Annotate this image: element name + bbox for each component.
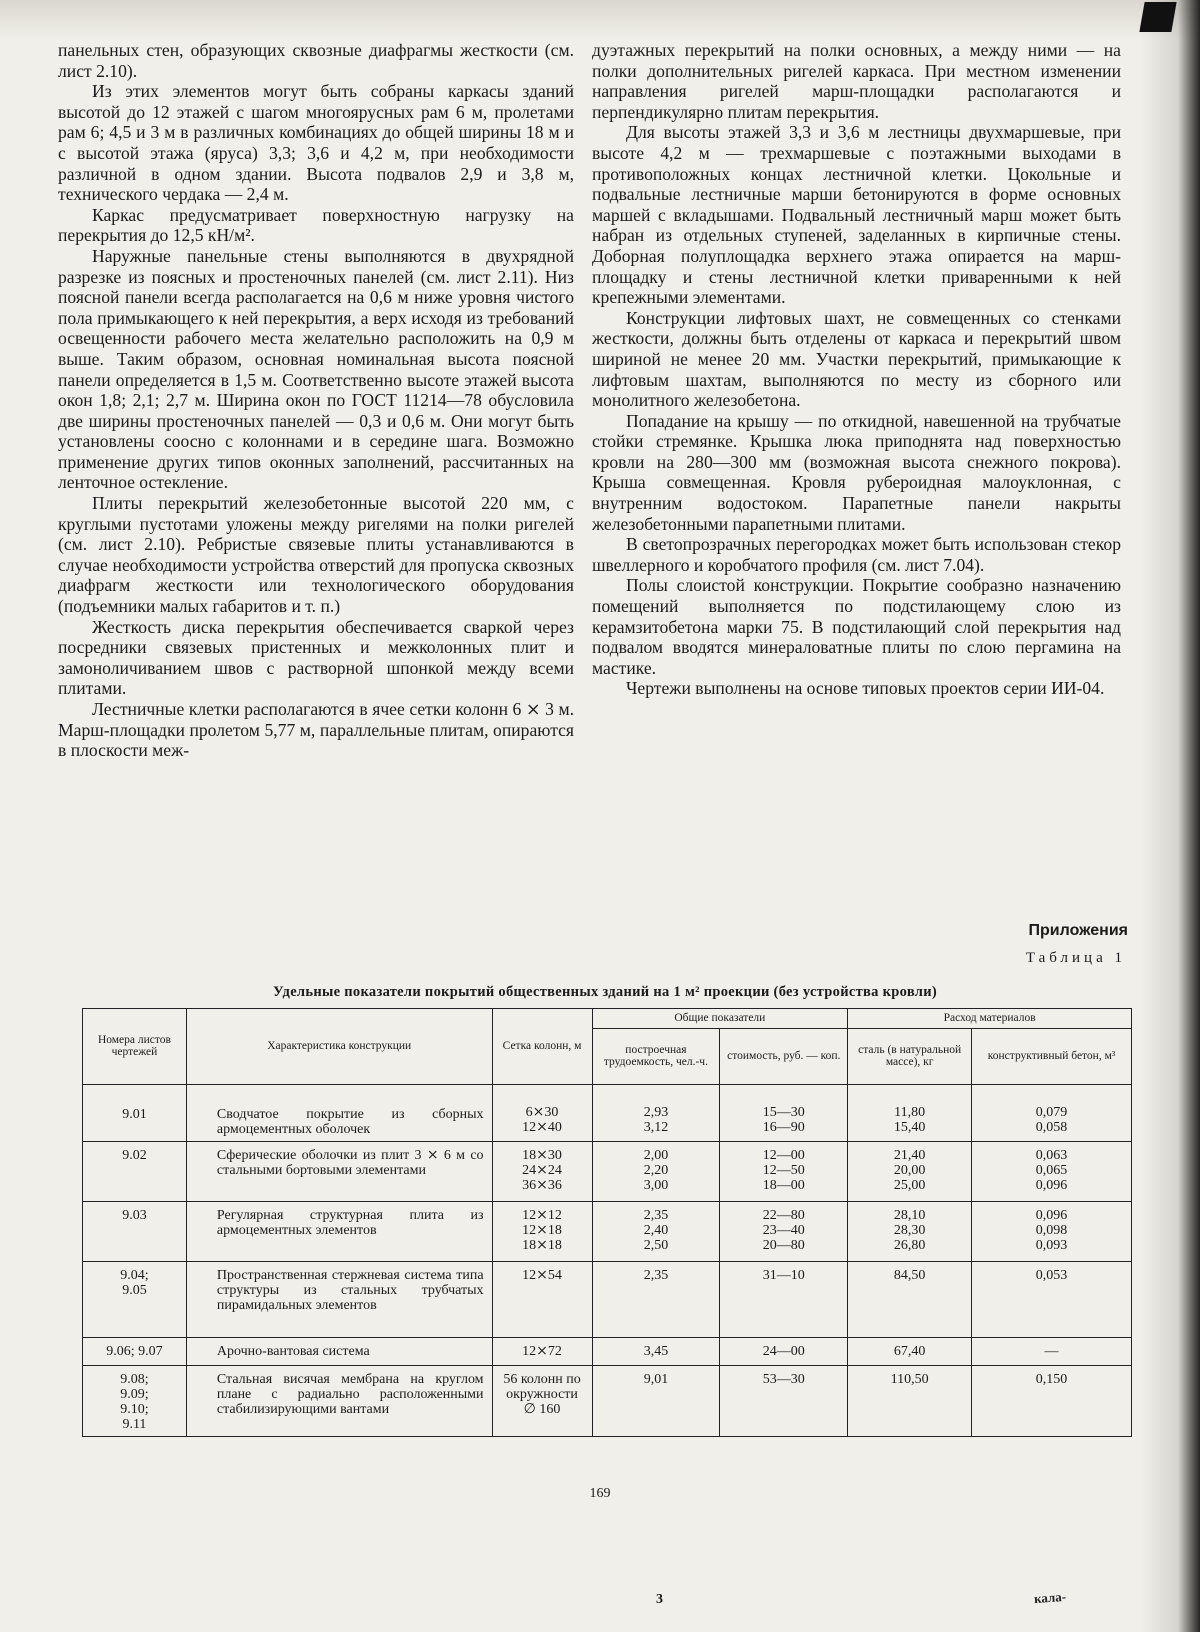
cell-cost: 31—10 — [720, 1261, 848, 1337]
cell-desc: Пространственная стержневая система типа структуры из стальных трубчатых пирамидальных элементов — [186, 1261, 492, 1337]
paragraph: Попадание на крышу — по откидной, навешенной на трубчатые стойки стремянке. Крышка люка приподнята над поверхностью кровли на 280—300 мм (возможная высота снежного покрова). Крыша совмещенная. Кровля рубероидная малоуклонная, с внутренним водостоком. Парапетные панели накрыты железобетонными парапетными плитами. — [592, 410, 1121, 534]
cell-sheet: 9.03 — [83, 1201, 187, 1261]
table-row — [83, 1141, 1132, 1201]
cell-grid: 56 колонн по окружности ∅ 160 — [492, 1365, 592, 1436]
right-text-column — [592, 40, 1121, 699]
cell-labor: 2,93 3,12 — [592, 1084, 720, 1141]
header-concrete: конструктивный бетон, м³ — [972, 1028, 1132, 1084]
cell-grid: 12⨯12 12⨯18 18⨯18 — [492, 1201, 592, 1261]
cell-steel: 67,40 — [848, 1337, 972, 1365]
next-page-edge-text: кала- — [1033, 1588, 1067, 1607]
left-text-column — [58, 40, 574, 761]
paragraph: Плиты перекрытий железобетонные высотой 220 мм, с круглыми пустотами уложены между ригелями на полки ригелей (см. лист 2.10). Ребристые связевые плиты устанавливаются в случае необходимости устройства отверстий для пропуска сквозных диафрагм жесткости или технологического оборудования (подъемники малых габаритов и т. п.) — [58, 493, 574, 617]
cell-steel: 21,40 20,00 25,00 — [848, 1141, 972, 1201]
page-number: 169 — [589, 1486, 611, 1501]
signature-mark: 3 — [656, 1592, 663, 1607]
header-labor: построечная трудоемкость, чел.-ч. — [592, 1028, 720, 1084]
cell-sheet: 9.06; 9.07 — [83, 1337, 187, 1365]
paragraph: Для высоты этажей 3,3 и 3,6 м лестницы двухмаршевые, при высоте 4,2 м — трехмаршевые с поэтажными выходами в противоположных концах лестничной клетки. Цокольные и подвальные лестничные марши бетонируются в форме основных маршей с вкладышами. Подвальный лестничный марш может быть набран из отдельных ступеней, заделанных в кирпичные стены. Доборная полуплощадка верхнего этажа опирается на марш-площадку и стены лестничной клетки приваренными к ней крепежными элементами. — [592, 122, 1121, 308]
page-top-shadow — [0, 0, 1200, 40]
paragraph: Каркас предусматривает поверхностную нагрузку на перекрытия до 12,5 кН/м². — [58, 204, 574, 246]
cell-concrete: 0,150 — [972, 1365, 1132, 1436]
paragraph: Из этих элементов могут быть собраны каркасы зданий высотой до 12 этажей с шагом многоярусных рам 6 м, пролетами рам 6; 4,5 и 3 м в различных комбинациях до общей ширины 18 м и с высотой этажа (яруса) 3,3; 3,6 и 4,2 м, при необходимости различной в одном здании. Высота подвалов 2,9 и 3,8 м, технического чердака — 2,4 м. — [58, 81, 574, 205]
table-row — [83, 1365, 1132, 1436]
cell-concrete: 0,096 0,098 0,093 — [972, 1201, 1132, 1261]
cell-desc: Регулярная структурная плита из армоцементных элементов — [186, 1201, 492, 1261]
table-row — [83, 1201, 1132, 1261]
header-steel: сталь (в натуральной массе), кг — [848, 1028, 972, 1084]
cell-labor: 2,35 2,40 2,50 — [592, 1201, 720, 1261]
cell-sheet: 9.04; 9.05 — [83, 1261, 187, 1337]
paragraph: Полы слоистой конструкции. Покрытие сообразно назначению помещений выполняется по подстилающему слою из керамзитобетона марки 75. В подстилающий слой перекрытия над подвалом вводятся минераловатные плиты по слою пергамина на мастике. — [592, 575, 1121, 678]
cell-concrete: 0,079 0,058 — [972, 1084, 1132, 1141]
paragraph: дуэтажных перекрытий на полки основных, а между ними — на полки дополнительных ригелей каркаса. При местном изменении направления ригелей марш-площадки располагаются и перпендикулярно плитам перекрытия. — [592, 40, 1121, 122]
table-row — [83, 1261, 1132, 1337]
cell-cost: 12—00 12—50 18—00 — [720, 1141, 848, 1201]
cell-grid: 18⨯30 24⨯24 36⨯36 — [492, 1141, 592, 1201]
cell-steel: 28,10 28,30 26,80 — [848, 1201, 972, 1261]
table-row — [83, 1337, 1132, 1365]
cell-steel: 110,50 — [848, 1365, 972, 1436]
cell-cost: 22—80 23—40 20—80 — [720, 1201, 848, 1261]
cell-steel: 84,50 — [848, 1261, 972, 1337]
cell-labor: 2,35 — [592, 1261, 720, 1337]
cell-desc: Стальная висячая мембрана на круглом плане с радиально расположенными стабилизирующими вантами — [186, 1365, 492, 1436]
header-cost: стоимость, руб. — коп. — [720, 1028, 848, 1084]
paragraph: панельных стен, образующих сквозные диафрагмы жесткости (см. лист 2.10). — [58, 40, 574, 81]
cell-sheet: 9.02 — [83, 1141, 187, 1201]
cell-sheet: 9.01 — [83, 1084, 187, 1141]
cell-grid: 12⨯54 — [492, 1261, 592, 1337]
header-materials: Расход материалов — [848, 1009, 1132, 1029]
cell-cost: 15—30 16—90 — [720, 1084, 848, 1141]
cell-desc: Сводчатое покрытие из сборных армоцементных оболочек — [186, 1084, 492, 1141]
appendix-heading: Приложения — [1028, 922, 1128, 939]
cell-labor: 9,01 — [592, 1365, 720, 1436]
cell-cost: 24—00 — [720, 1337, 848, 1365]
indicators-table — [82, 1008, 1132, 1437]
page-binding-edge — [1178, 0, 1200, 1632]
header-sheet-numbers: Номера листов чертежей — [83, 1009, 187, 1085]
cell-grid: 6⨯30 12⨯40 — [492, 1084, 592, 1141]
cell-desc: Сферические оболочки из плит 3 ⨯ 6 м со стальными бортовыми элементами — [186, 1141, 492, 1201]
cell-grid: 12⨯72 — [492, 1337, 592, 1365]
table-number: Таблица 1 — [1025, 950, 1126, 966]
cell-labor: 3,45 — [592, 1337, 720, 1365]
cell-concrete: 0,053 — [972, 1261, 1132, 1337]
paragraph: Чертежи выполнены на основе типовых проектов серии ИИ-04. — [626, 678, 1105, 699]
table-title: Удельные показатели покрытий общественных зданий на 1 м² проекции (без устройства кровли) — [273, 984, 937, 1000]
cell-desc: Арочно-вантовая система — [186, 1337, 492, 1365]
table-row — [83, 1084, 1132, 1141]
cell-labor: 2,00 2,20 3,00 — [592, 1141, 720, 1201]
cell-concrete: — — [972, 1337, 1132, 1365]
paragraph: Жесткость диска перекрытия обеспечивается сваркой через посредники связевых пристенных и межколонных плит и замоноличиванием швов с растворной шпонкой между всеми плитами. — [58, 616, 574, 699]
cell-sheet: 9.08; 9.09; 9.10; 9.11 — [83, 1365, 187, 1436]
header-grid: Сетка колонн, м — [492, 1009, 592, 1085]
cell-cost: 53—30 — [720, 1365, 848, 1436]
header-general: Общие показатели — [592, 1009, 848, 1029]
corner-scan-mark — [1139, 2, 1176, 32]
cell-concrete: 0,063 0,065 0,096 — [972, 1141, 1132, 1201]
cell-steel: 11,80 15,40 — [848, 1084, 972, 1141]
paragraph: Лестничные клетки располагаются в ячее сетки колонн 6 ⨯ 3 м. Марш-площадки пролетом 5,77 м, параллельные плитам, опираются в плоскости меж- — [58, 699, 574, 761]
paragraph: Наружные панельные стены выполняются в двухрядной разрезке из поясных и простеночных панелей (см. лист 2.11). Низ поясной панели всегда располагается на 0,6 м ниже уровня чистого пола примыкающего к ней перекрытия, а верх исходя из требований освещенности рабочего места желательно расположить на 0,9 м выше. Таким образом, основная номинальная высота поясной панели определяется в 1,5 м. Соответственно высоте этажей высота окон 1,8; 2,1; 2,7 м. Ширина окон по ГОСТ 11214—78 обусловила две ширины простеночных панелей — 0,3 и 0,6 м. Они могут быть установлены соосно с колоннами и в середине шага. Возможно применение других типов оконных заполнений, рассчитанных на ленточное остекление. — [58, 245, 574, 493]
paragraph: Конструкции лифтовых шахт, не совмещенных со стенками жесткости, должны быть отделены от каркаса и перекрытий швом шириной не менее 20 мм. Участки перекрытий, примыкающие к лифтовым шахтам, выполняются по месту из сборного или монолитного железобетона. — [592, 307, 1121, 411]
header-characteristic: Характеристика конструкции — [186, 1009, 492, 1085]
paragraph: В светопрозрачных перегородках может быть использован стекор швеллерного и коробчатого профиля (см. лист 7.04). — [592, 534, 1121, 575]
